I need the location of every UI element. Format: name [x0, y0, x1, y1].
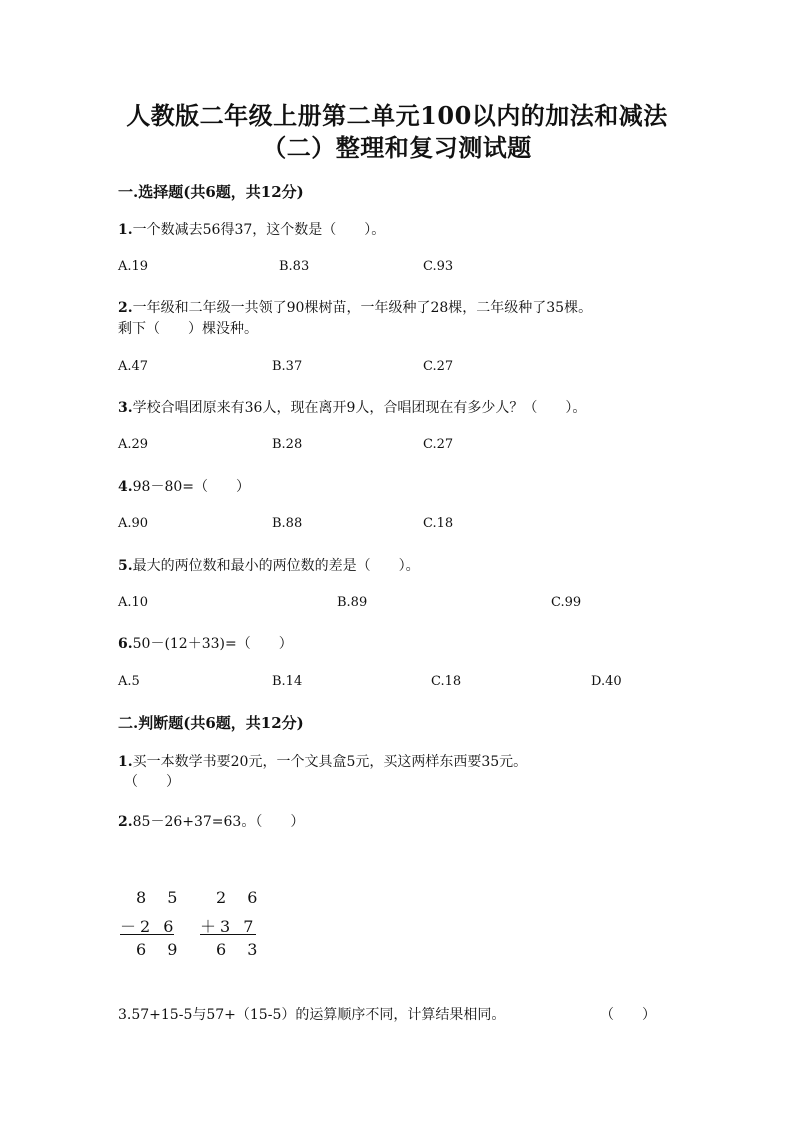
option-d[interactable]: D.40 — [591, 674, 622, 689]
option-a[interactable]: A.10 — [118, 595, 149, 610]
question-number: 1. — [118, 754, 133, 770]
option-b[interactable]: B.89 — [337, 595, 368, 610]
option-a[interactable]: A.5 — [118, 674, 140, 689]
question-number: 2. — [118, 814, 133, 830]
question-4 — [118, 476, 250, 496]
option-b[interactable]: B.88 — [272, 516, 303, 531]
option-c[interactable]: C.18 — [431, 674, 462, 689]
question-text: 98－80=（ ） — [132, 479, 250, 495]
question-text: 一年级和二年级一共领了90棵树苗，一年级种了28棵，二年级种了35棵。 — [132, 300, 593, 316]
option-b[interactable]: B.37 — [272, 359, 303, 374]
question-text: 买一本数学书要20元，一个文具盒5元，买这两样东西要35元。 — [132, 754, 528, 770]
judgement-1 — [118, 751, 527, 771]
question-number: 4. — [118, 479, 133, 495]
question-text: 85－26+37=63。（ ） — [132, 814, 305, 830]
calc-underline — [120, 934, 174, 935]
calc-row-middle: ＋3 7 — [200, 917, 258, 936]
question-number: 3. — [118, 1007, 132, 1023]
question-number: 5. — [118, 558, 133, 574]
calc-row-result: 6 9 — [136, 940, 186, 959]
question-5 — [118, 555, 420, 575]
option-a[interactable]: A.19 — [118, 259, 149, 274]
question-text: 57+15-5与57+（15-5）的运算顺序不同，计算结果相同。 — [131, 1007, 506, 1023]
question-number: 6. — [118, 636, 133, 652]
calc-row-middle: －2 6 — [120, 917, 178, 936]
calc-underline — [200, 934, 256, 935]
calc-row-top: 8 5 — [136, 888, 186, 907]
question-2-continued: 剩下（ ）棵没种。 — [118, 321, 258, 337]
judgement-1-paren: （ ） — [124, 774, 180, 790]
question-text: 最大的两位数和最小的两位数的差是（ ）。 — [132, 558, 420, 574]
option-b[interactable]: B.14 — [272, 674, 303, 689]
section-heading-judgement: 二.判断题(共6题，共12分) — [118, 714, 304, 732]
section-heading-choice: 一.选择题(共6题，共12分) — [118, 183, 304, 201]
calc-row-top: 2 6 — [216, 888, 266, 907]
question-6 — [118, 633, 293, 653]
option-a[interactable]: A.47 — [118, 359, 149, 374]
question-number: 3. — [118, 400, 133, 416]
option-c[interactable]: C.27 — [423, 359, 454, 374]
question-text: 学校合唱团原来有36人，现在离开9人，合唱团现在有多少人？（ ）。 — [132, 400, 587, 416]
question-text: 50－(12＋33)=（ ） — [132, 636, 293, 652]
option-b[interactable]: B.28 — [272, 437, 303, 452]
option-a[interactable]: A.29 — [118, 437, 149, 452]
option-c[interactable]: C.99 — [551, 595, 582, 610]
option-c[interactable]: C.18 — [423, 516, 454, 531]
question-1 — [118, 219, 385, 239]
option-a[interactable]: A.90 — [118, 516, 149, 531]
option-c[interactable]: C.27 — [423, 437, 454, 452]
question-number: 2. — [118, 300, 133, 316]
question-text: 一个数减去56得37，这个数是（ ）。 — [132, 222, 386, 238]
judgement-3 — [118, 1004, 505, 1024]
judgement-3-paren: （ ） — [600, 1007, 656, 1023]
page-title-line1: 人教版二年级上册第二单元100以内的加法和减法 — [126, 101, 668, 130]
judgement-2 — [118, 811, 304, 831]
option-b[interactable]: B.83 — [279, 259, 310, 274]
question-number: 1. — [118, 222, 133, 238]
question-2 — [118, 297, 592, 317]
option-c[interactable]: C.93 — [423, 259, 454, 274]
page-title-line2: （二）整理和复习测试题 — [262, 133, 532, 162]
question-3 — [118, 397, 586, 417]
calc-row-result: 6 3 — [216, 940, 266, 959]
